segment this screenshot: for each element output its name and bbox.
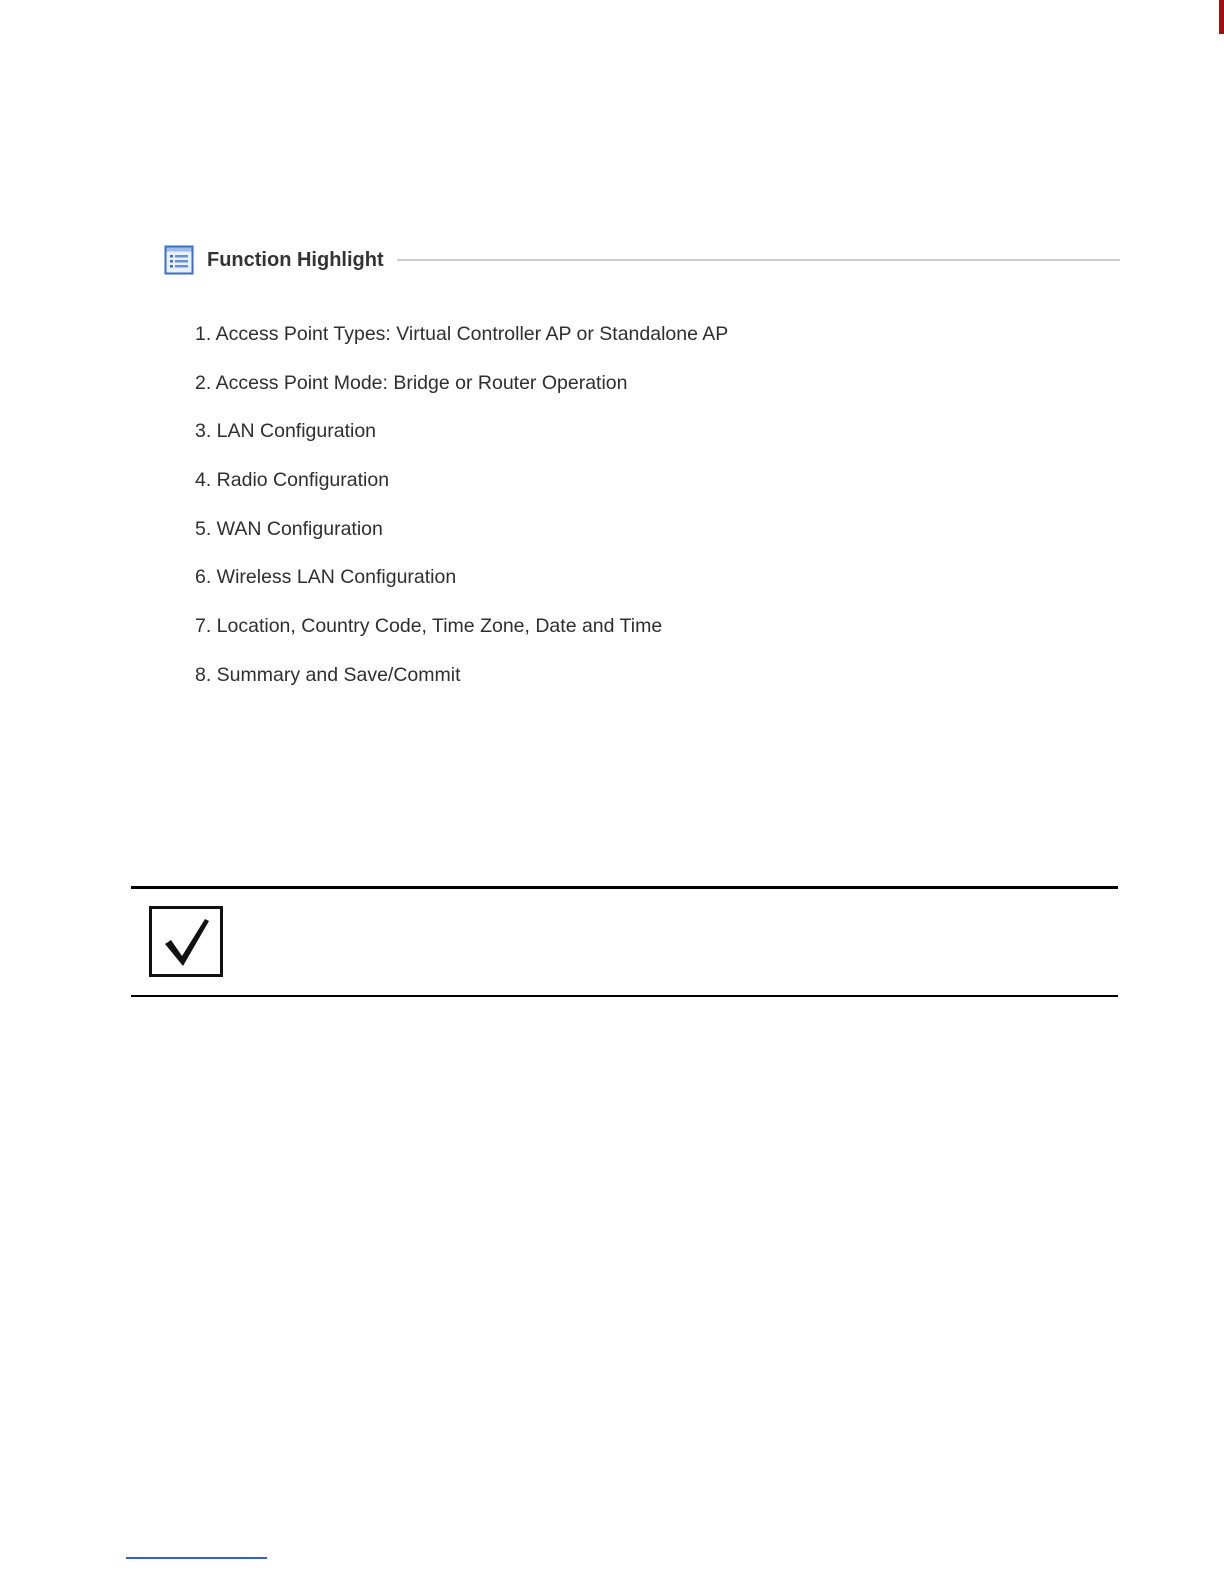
list-item: 1. Access Point Types: Virtual Controller AP or Standalone AP: [195, 323, 729, 345]
list-item: 2. Access Point Mode: Bridge or Router Operation: [195, 371, 628, 394]
list-item: 6. Wireless LAN Configuration: [195, 566, 457, 589]
checkmark-icon: [149, 906, 223, 977]
note-box: [131, 886, 1118, 997]
list-item: 3. LAN Configuration: [195, 420, 377, 443]
list-item: 8. Summary and Save/Commit: [195, 663, 461, 686]
list-item: 7. Location, Country Code, Time Zone, Date and Time: [195, 615, 663, 638]
list-item: 5. WAN Configuration: [195, 517, 383, 540]
panel-header: [164, 244, 1120, 276]
panel-title: Function Highlight: [207, 248, 384, 271]
list-icon: [164, 245, 194, 275]
footer-link-underline[interactable]: [126, 1557, 267, 1559]
function-highlight-panel: [164, 244, 1120, 686]
function-list: [195, 322, 728, 712]
chapter-edge-tab: [1219, 0, 1224, 34]
list-item: 4. Radio Configuration: [195, 469, 390, 492]
panel-header-rule: [397, 259, 1120, 261]
